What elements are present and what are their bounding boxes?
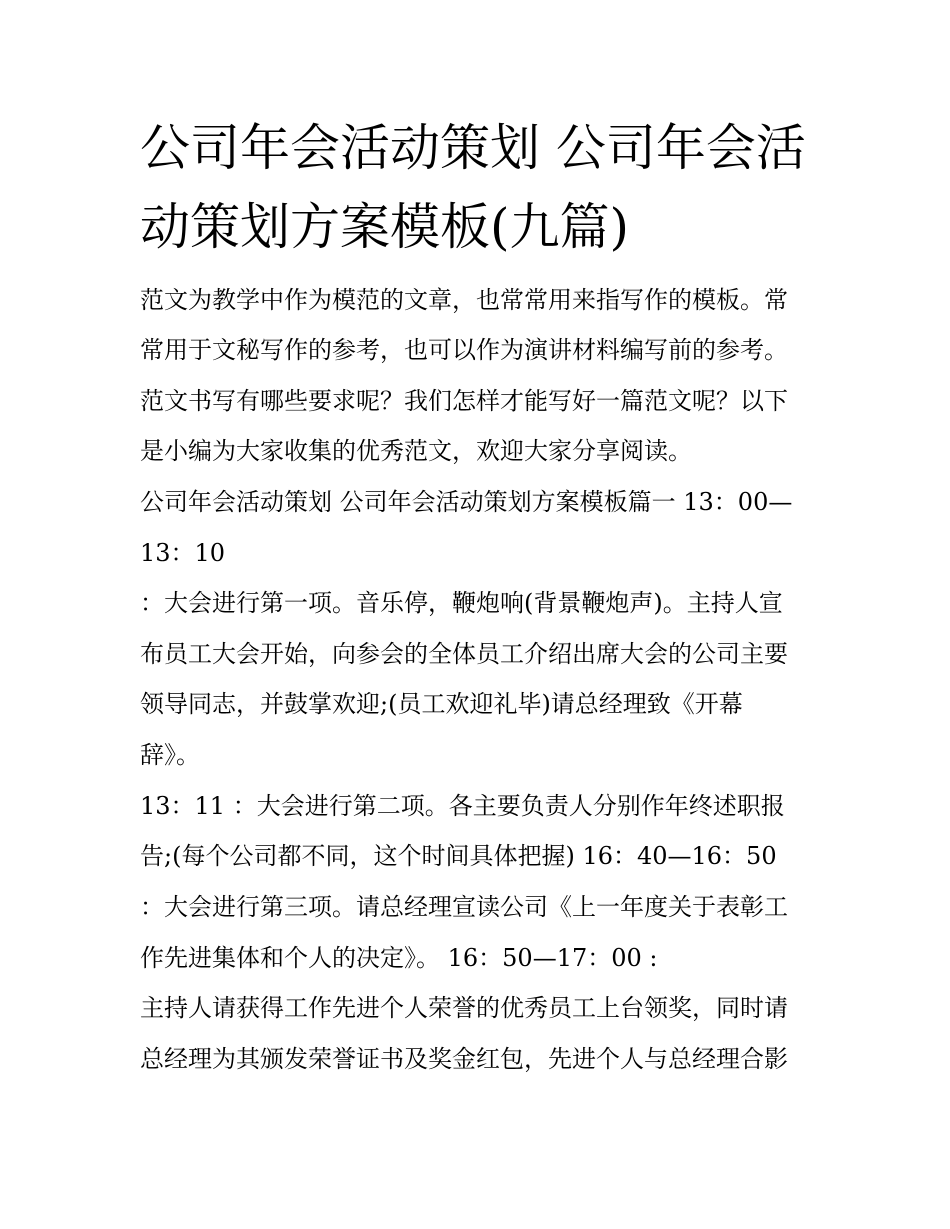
body-line: 范文书写有哪些要求呢？我们怎样才能写好一篇范文呢？以下 (140, 387, 788, 415)
body-line: 13：11 ：大会进行第二项。各主要负责人分别作年终述职报 (140, 792, 785, 820)
body-line: 布员工大会开始，向参会的全体员工介绍出席大会的公司主要 (140, 640, 788, 668)
body-line: 主持人请获得工作先进个人荣誉的优秀员工上台领奖，同时请 (140, 994, 788, 1022)
body-line: ：大会进行第一项。音乐停，鞭炮响(背景鞭炮声)。主持人宣 (140, 589, 783, 617)
document-title-line-2: 动策划方案模板(九篇) (140, 198, 630, 256)
body-line: 范文为教学中作为模范的文章，也常常用来指写作的模板。常 (140, 286, 788, 314)
body-line: ：大会进行第三项。请总经理宣读公司《上一年度关于表彰工 (140, 893, 788, 921)
document-title-line-1: 公司年会活动策划 公司年会活 (140, 119, 806, 177)
body-line: 领导同志，并鼓掌欢迎;(员工欢迎礼毕)请总经理致《开幕 (140, 690, 743, 718)
body-line: 常用于文秘写作的参考，也可以作为演讲材料编写前的参考。 (140, 336, 788, 364)
body-line: 总经理为其颁发荣誉证书及奖金红包，先进个人与总经理合影 (140, 1045, 788, 1073)
body-line: 公司年会活动策划 公司年会活动策划方案模板篇一 13：00— (140, 488, 793, 516)
body-line: 告;(每个公司都不同，这个时间具体把握) 16：40—16：50 (140, 842, 777, 870)
body-line: 13：10 (140, 539, 226, 567)
body-line: 是小编为大家收集的优秀范文，欢迎大家分享阅读。 (140, 437, 692, 465)
body-line: 作先进集体和个人的决定》。 16：50—17：00 : (140, 944, 658, 972)
body-line: 辞》。 (140, 741, 200, 769)
